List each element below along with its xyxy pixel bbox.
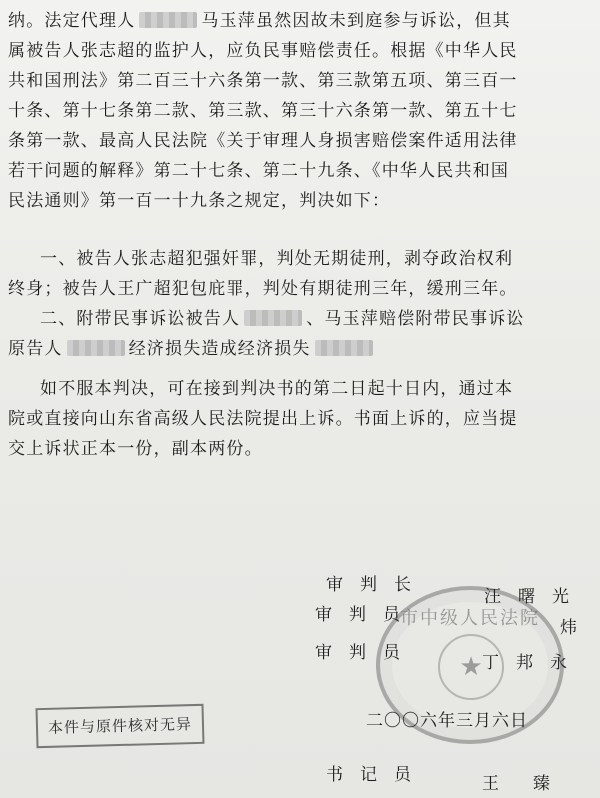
- text-line: [0, 8, 600, 34]
- seal-text: 市中级人民法院: [400, 608, 540, 629]
- text-line: [0, 246, 600, 272]
- text-segment: 一、被告人张志超犯强奸罪，判处无期徒刑，剥夺政治权利: [40, 249, 514, 269]
- text-line: [0, 406, 600, 432]
- clerk-name: 王 臻: [482, 774, 550, 794]
- text-segment: 纳。法定代理人: [8, 11, 136, 31]
- text-line: [0, 376, 600, 402]
- judge1-label: 审 判 员: [315, 605, 400, 625]
- verification-stamp: 本件与原件核对无异: [36, 704, 205, 748]
- text-segment: 共和国刑法》第二百三十六条第一款、第三款第五项、第三百一: [8, 71, 518, 91]
- text-segment: 终身；被告人王广超犯包庇罪，判处有期徒刑三年，缓刑三年。: [8, 279, 518, 299]
- text-segment: 如不服本判决，可在接到判决书的第二日起十日内，通过本: [40, 379, 514, 399]
- judge2-label: 审 判 员: [315, 643, 400, 663]
- text-segment: 条第一款、最高人民法院《关于审理人身损害赔偿案件适用法律: [8, 131, 518, 151]
- text-line: [0, 128, 600, 154]
- text-segment: 交上诉状正本一份，副本两份。: [8, 439, 263, 459]
- text-line: [0, 188, 600, 214]
- text-line: [0, 158, 600, 184]
- text-segment: 马玉萍虽然因故未到庭参与诉讼，但其: [201, 11, 511, 31]
- presiding-judge-name: 汪 曙 光: [484, 587, 569, 607]
- text-segment: 十条、第十七条第二款、第三款、第三十六条第一款、第五十七: [8, 101, 518, 121]
- redaction-block: [244, 310, 302, 326]
- text-line: [0, 436, 600, 462]
- redaction-block: [315, 340, 373, 356]
- national-emblem-icon: ★: [438, 634, 504, 700]
- presiding-judge-label: 审 判 长: [326, 575, 411, 595]
- judgment-date: 二〇〇六年三月六日: [366, 711, 528, 731]
- text-segment: 二、附带民事诉讼被告人: [40, 309, 241, 329]
- judge1-name: 炜: [560, 618, 577, 638]
- text-segment: 属被告人张志超的监护人，应负民事赔偿责任。根据《中华人民: [8, 41, 518, 61]
- text-segment: 若干问题的解释》第二十七条、第二十九条、《中华人民共和国: [8, 161, 510, 181]
- text-line: [0, 68, 600, 94]
- text-line: [0, 276, 600, 302]
- text-line: [0, 38, 600, 64]
- text-segment: 院或直接向山东省高级人民法院提出上诉。书面上诉的，应当提: [8, 409, 518, 429]
- text-segment: 原告人: [8, 339, 63, 359]
- clerk-label: 书 记 员: [326, 765, 411, 785]
- text-segment: 、马玉萍赔偿附带民事诉讼: [306, 309, 525, 329]
- redaction-block: [67, 340, 125, 356]
- text-segment: 经济损失造成经济损失: [128, 339, 311, 359]
- text-line: [0, 98, 600, 124]
- redaction-block: [139, 12, 197, 28]
- text-segment: 民法通则》第一百一十九条之规定，判决如下：: [8, 191, 391, 211]
- text-line: [0, 336, 600, 362]
- text-line: [0, 306, 600, 332]
- judge2-name: 丁 邦 永: [482, 653, 567, 673]
